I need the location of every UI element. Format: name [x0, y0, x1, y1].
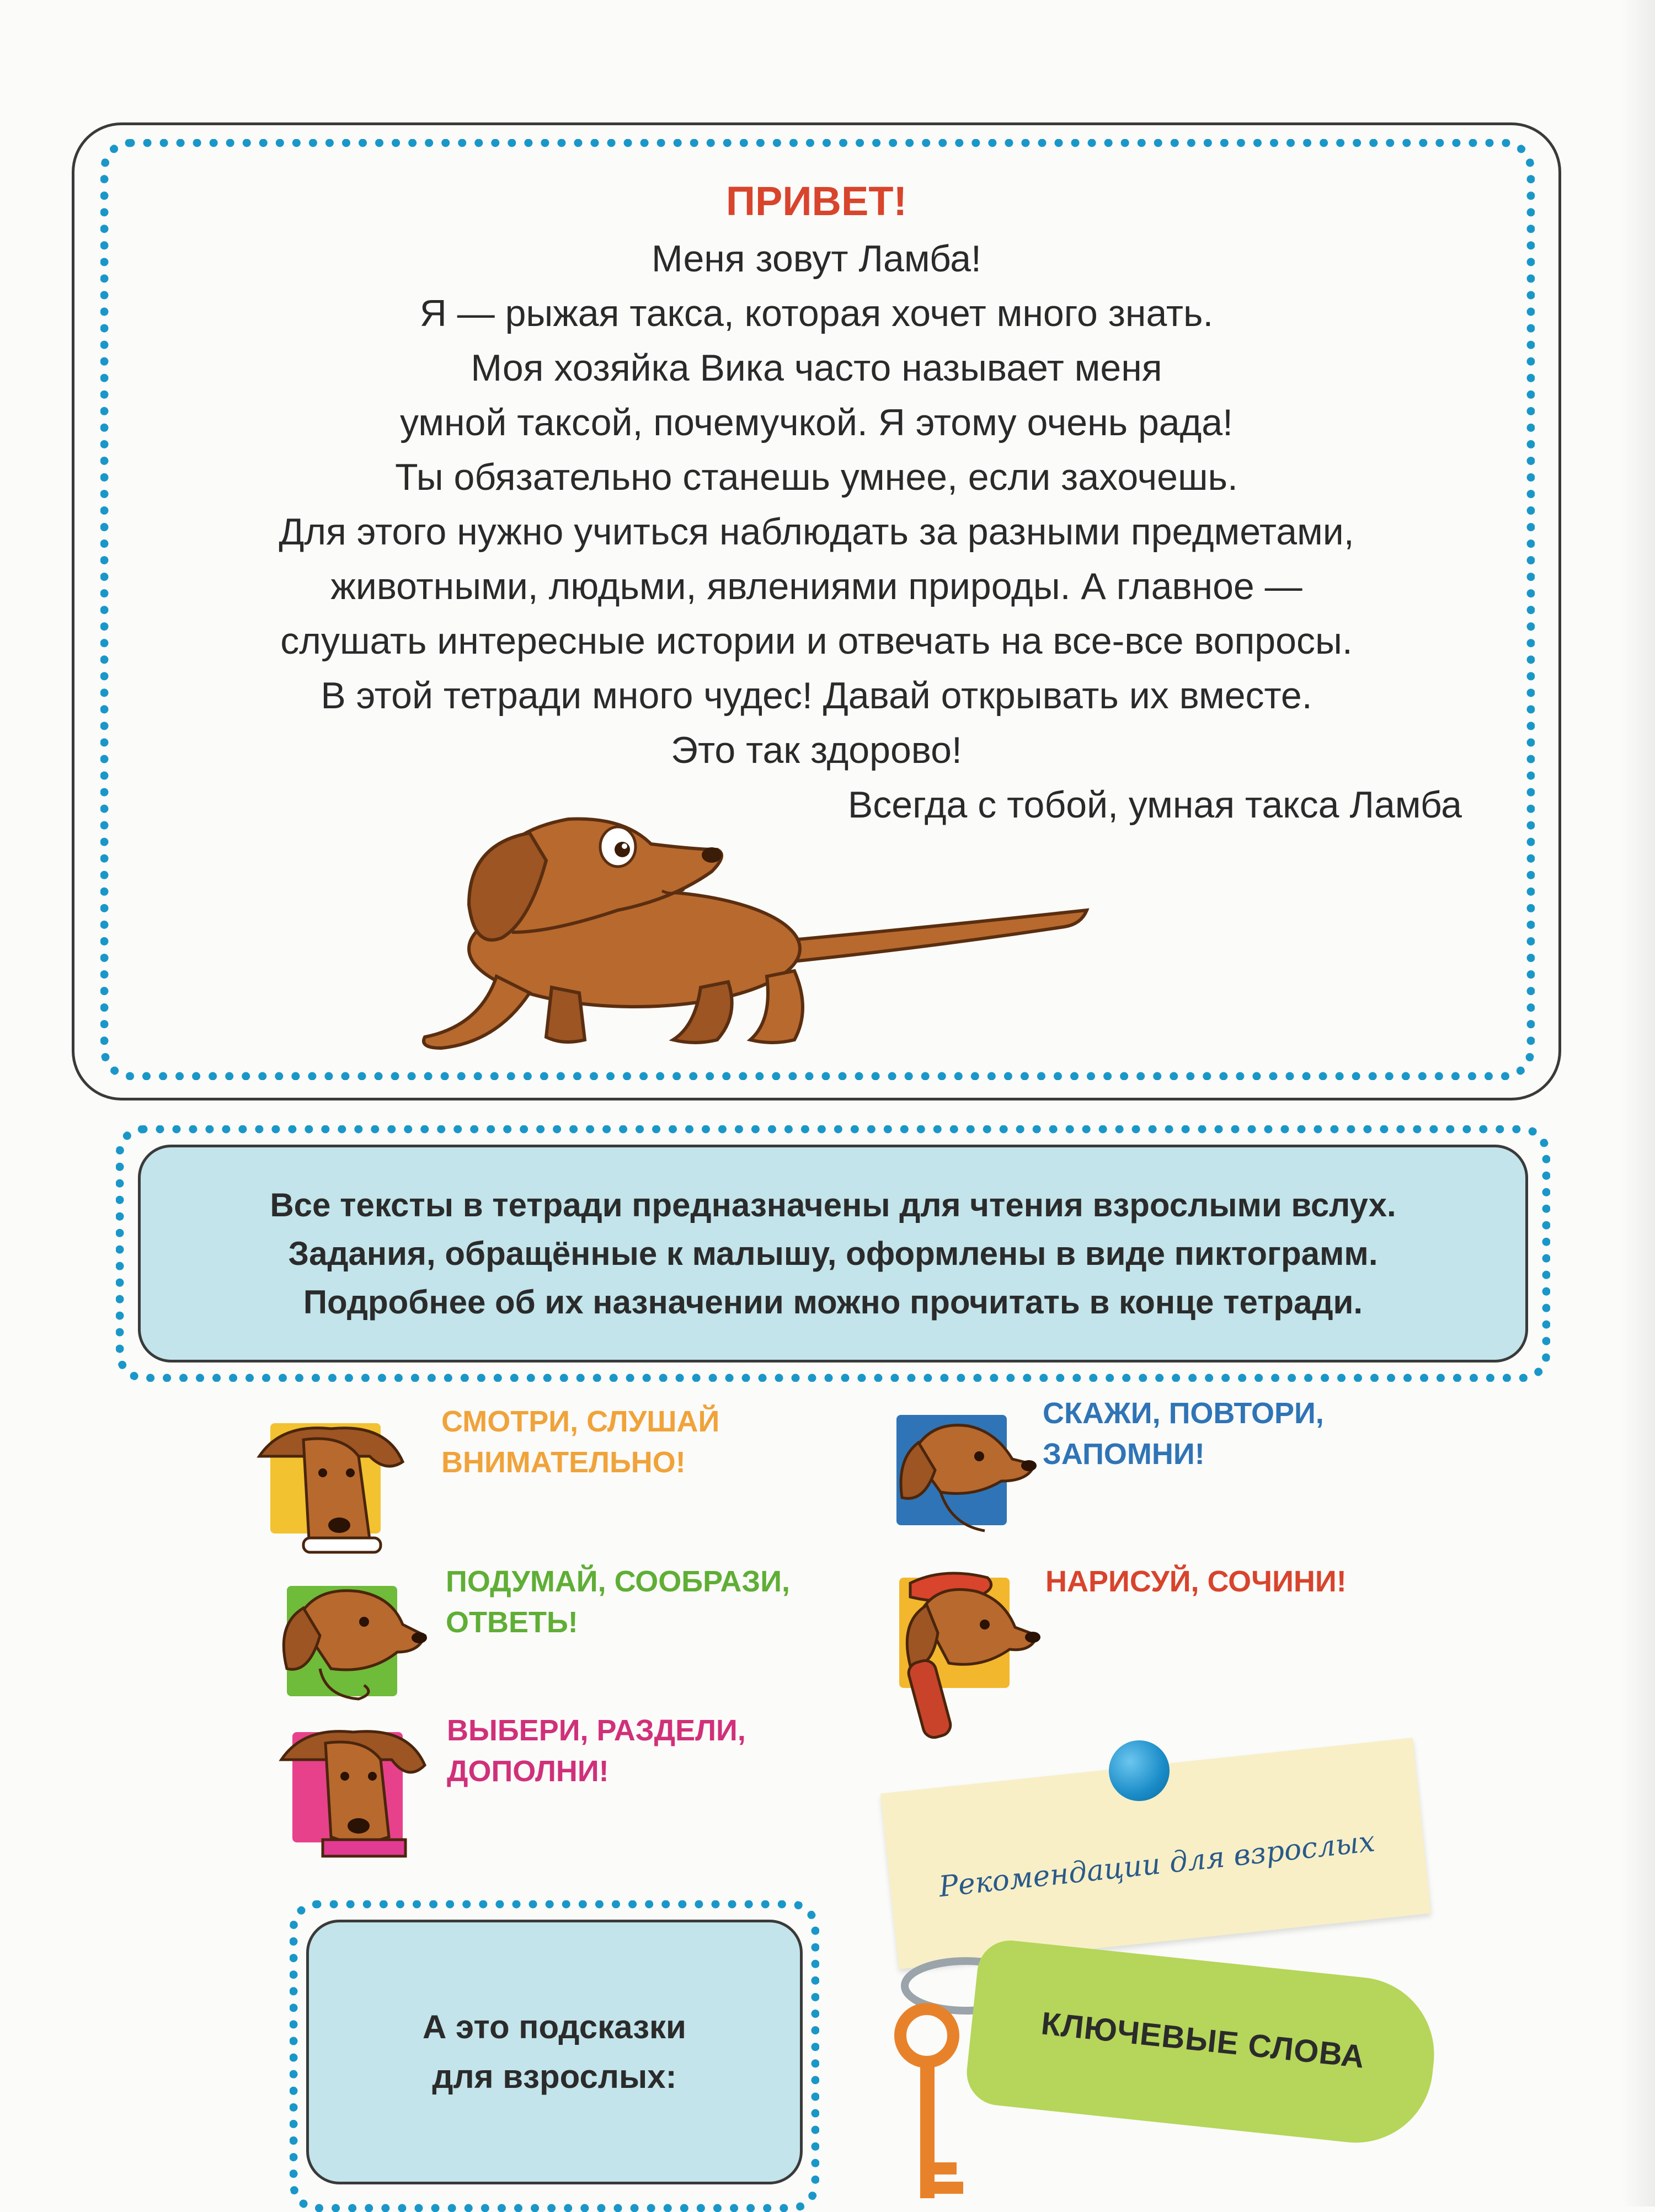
pictogram-label-draw [1045, 1561, 1347, 1602]
greeting-line: животными, людьми, явлениями природы. А главное — [330, 565, 1302, 607]
notice-line: Все тексты в тетради предназначены для чтения взрослыми вслух. [270, 1186, 1396, 1223]
pictogram-label-line: ЗАПОМНИ! [1043, 1438, 1205, 1471]
notice-panel [138, 1145, 1528, 1363]
pictogram-label-line: НАРИСУЙ, СОЧИНИ! [1045, 1565, 1347, 1598]
pictogram-label-line: ВНИМАТЕЛЬНО! [441, 1446, 686, 1479]
pictogram-choose [270, 1721, 403, 1853]
dachshund-illustration [386, 767, 1103, 1054]
dog-talking-icon [874, 1404, 1040, 1547]
hint-line: для взрослых: [432, 2058, 677, 2095]
dog-artist-icon [877, 1567, 1054, 1743]
pictogram-look-listen [248, 1412, 381, 1545]
hint-line: А это подсказки [423, 2008, 686, 2045]
pictogram-label-choose [447, 1710, 746, 1792]
greeting-line: В этой тетради много чудес! Давай открывать их вместе. [321, 675, 1312, 717]
pictogram-say-repeat [874, 1404, 1007, 1536]
recommendation-note-text: Рекомендации для взрослых [937, 1825, 1377, 1904]
pictogram-label-look-listen [441, 1401, 719, 1483]
keywords-tag-text: КЛЮЧЕВЫЕ СЛОВА [1039, 2005, 1367, 2075]
pictogram-label-line: ПОДУМАЙ, СООБРАЗИ, [446, 1565, 791, 1598]
pictogram-label-line: ВЫБЕРИ, РАЗДЕЛИ, [447, 1714, 746, 1747]
greeting-line: Моя хозяйка Вика часто называет меня [471, 347, 1162, 389]
hint-panel [306, 1920, 803, 2184]
greeting-line: Для этого нужно учиться наблюдать за разными предметами, [279, 511, 1354, 553]
greeting-line: слушать интересные истории и отвечать на все-все вопросы. [280, 620, 1353, 662]
dog-face-icon [248, 1412, 414, 1556]
keywords-tag [964, 1937, 1442, 2150]
pictogram-label-line: ОТВЕТЬ! [446, 1606, 578, 1639]
greeting-text-block [127, 174, 1506, 778]
push-pin-icon [1109, 1740, 1170, 1801]
greeting-signature: Всегда с тобой, умная такса Ламба [847, 784, 1462, 826]
pictogram-label-say-repeat [1043, 1393, 1324, 1474]
pictogram-label-line: СКАЖИ, ПОВТОРИ, [1043, 1397, 1324, 1430]
greeting-title: ПРИВЕТ! [725, 178, 907, 224]
dog-face-icon [270, 1721, 436, 1864]
pictogram-draw [877, 1567, 1010, 1699]
greeting-line: Я — рыжая такса, которая хочет много знать. [419, 292, 1214, 334]
pictogram-label-line: СМОТРИ, СЛУШАЙ [441, 1405, 720, 1438]
pictogram-label-line: ДОПОЛНИ! [447, 1755, 609, 1788]
greeting-line: умной таксой, почемучкой. Я этому очень рада! [399, 402, 1233, 444]
notice-line: Задания, обращённые к малышу, оформлены в виде пиктограмм. [288, 1235, 1378, 1272]
pictogram-think [265, 1575, 397, 1707]
notice-line: Подробнее об их назначении можно прочитать в конце тетради. [303, 1283, 1363, 1321]
dog-thinking-icon [265, 1575, 430, 1718]
greeting-line: Это так здорово! [671, 729, 962, 771]
page-edge-shadow [1622, 0, 1655, 2206]
pictogram-label-think [446, 1561, 790, 1643]
greeting-line: Меня зовут Ламба! [652, 238, 981, 280]
greeting-line: Ты обязательно станешь умнее, если захочешь. [395, 456, 1238, 498]
